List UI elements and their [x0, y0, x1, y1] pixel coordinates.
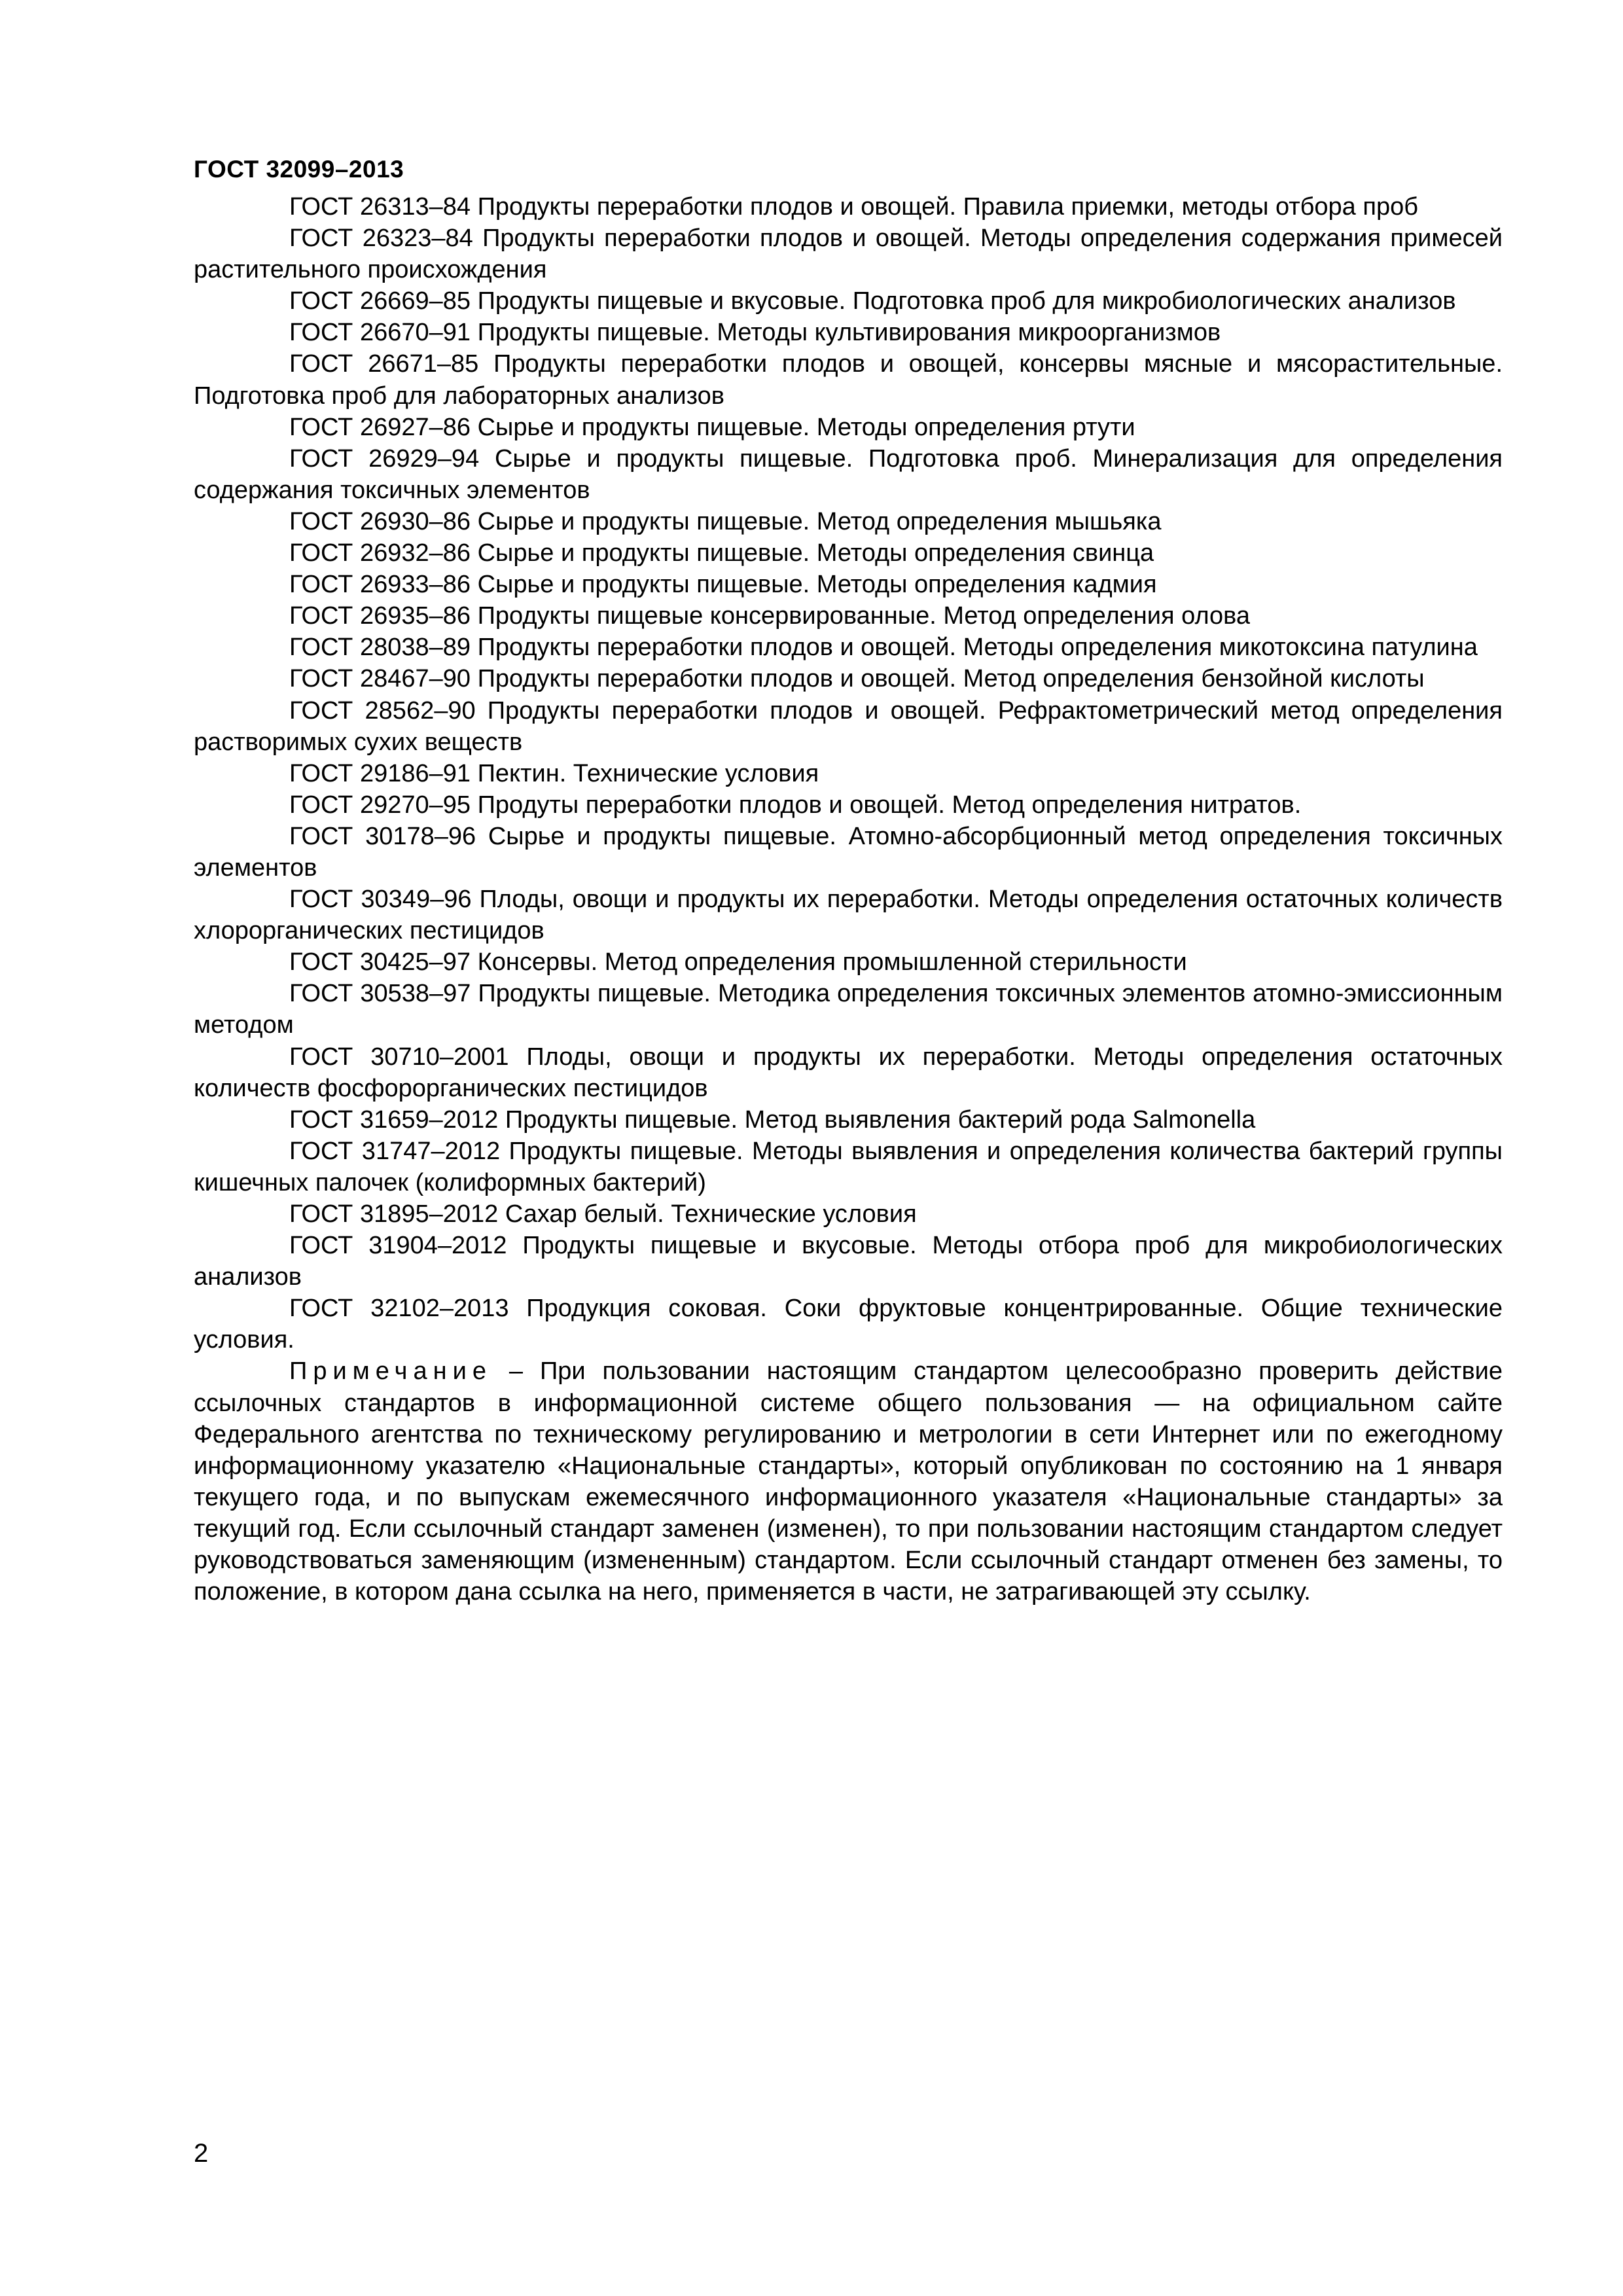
reference-item: ГОСТ 29270–95 Продуты переработки плодов и овощей. Метод определения нитратов.: [289, 791, 1302, 819]
reference-item: ГОСТ 26930–86 Сырье и продукты пищевые. Метод определения мышьяка: [289, 507, 1162, 535]
note-paragraph: [194, 1355, 1503, 1607]
reference-item: ГОСТ 26935–86 Продукты пищевые консервированные. Метод определения олова: [289, 602, 1251, 630]
reference-item: ГОСТ 31895–2012 Сахар белый. Технические условия: [289, 1200, 917, 1228]
note-label: Примечание: [289, 1357, 492, 1386]
reference-item: ГОСТ 32102–2013 Продукция соковая. Соки фруктовые концентрированные. Общие технические условия.: [194, 1295, 1503, 1354]
reference-item: ГОСТ 31747–2012 Продукты пищевые. Методы выявления и определения количества бактерий группы кишечных палочек (колиформных бактерий): [194, 1137, 1503, 1196]
reference-item: ГОСТ 28562–90 Продукты переработки плодов и овощей. Рефрактометрический метод определения растворимых сухих веществ: [194, 696, 1503, 756]
reference-item: ГОСТ 28038–89 Продукты переработки плодов и овощей. Методы определения микотоксина патулина: [289, 634, 1478, 662]
page-header-title: ГОСТ 32099–2013: [194, 156, 404, 183]
reference-item: ГОСТ 31659–2012 Продукты пищевые. Метод выявления бактерий рода Salmonella: [289, 1105, 1256, 1134]
reference-item: ГОСТ 26929–94 Сырье и продукты пищевые. Подготовка проб. Минерализация для определения содержания токсичных элементов: [194, 444, 1503, 504]
reference-item: ГОСТ 26927–86 Сырье и продукты пищевые. Методы определения ртути: [289, 413, 1135, 441]
reference-item: ГОСТ 26313–84 Продукты переработки плодов и овощей. Правила приемки, методы отбора проб: [289, 193, 1418, 221]
reference-item: ГОСТ 30178–96 Сырье и продукты пищевые. Атомно-абсорбционный метод определения токсичных элементов: [194, 822, 1503, 882]
reference-item: ГОСТ 29186–91 Пектин. Технические условия: [289, 759, 819, 787]
reference-item: ГОСТ 26933–86 Сырье и продукты пищевые. Методы определения кадмия: [289, 571, 1157, 599]
reference-item: ГОСТ 31904–2012 Продукты пищевые и вкусовые. Методы отбора проб для микробиологических анализов: [194, 1232, 1503, 1291]
reference-item: ГОСТ 26671–85 Продукты переработки плодов и овощей, консервы мясные и мясорастительные. Подготовка проб для лабораторных анализов: [194, 350, 1503, 410]
reference-item: ГОСТ 28467–90 Продукты переработки плодов и овощей. Метод определения бензойной кислоты: [289, 665, 1425, 693]
reference-item: ГОСТ 26932–86 Сырье и продукты пищевые. Методы определения свинца: [289, 539, 1154, 567]
normative-references: [194, 191, 1503, 1607]
reference-item: ГОСТ 30710–2001 Плоды, овощи и продукты их переработки. Методы определения остаточных количеств фосфорорганических пестицидов: [194, 1043, 1503, 1102]
note-text: При пользовании настоящим стандартом целесообразно проверить действие ссылочных стандартов в информационной системе общего пользования — на официальном сайте Федерального агентства по техническому регулированию и метрологии в сети Интернет или по ежегодному информационному указателю «Национальные стандарты», который опубликован по состоянию на 1 января текущего года, и по выпускам ежемесячного информационного указателя «Национальные стандарты» за текущий год. Если ссылочный стандарт заменен (изменен), то при пользовании настоящим стандартом следует руководствоваться заменяющим (измененным) стандартом. Если ссылочный стандарт отменен без замены, то положение, в котором дана ссылка на него, применяется в части, не затрагивающей эту ссылку.: [194, 1357, 1503, 1606]
reference-item: ГОСТ 30349–96 Плоды, овощи и продукты их переработки. Методы определения остаточных количеств хлорорганических пестицидов: [194, 886, 1503, 945]
reference-item: ГОСТ 30538–97 Продукты пищевые. Методика определения токсичных элементов атомно-эмиссионным методом: [194, 980, 1503, 1039]
reference-item: ГОСТ 26669–85 Продукты пищевые и вкусовые. Подготовка проб для микробиологических анализов: [289, 287, 1456, 315]
page-number: 2: [194, 2139, 209, 2168]
note-dash: –: [491, 1357, 540, 1386]
reference-item: ГОСТ 26323–84 Продукты переработки плодов и овощей. Методы определения содержания примесей растительного происхождения: [194, 224, 1503, 284]
reference-item: ГОСТ 26670–91 Продукты пищевые. Методы культивирования микроорганизмов: [289, 319, 1221, 347]
reference-item: ГОСТ 30425–97 Консервы. Метод определения промышленной стерильности: [289, 948, 1187, 977]
